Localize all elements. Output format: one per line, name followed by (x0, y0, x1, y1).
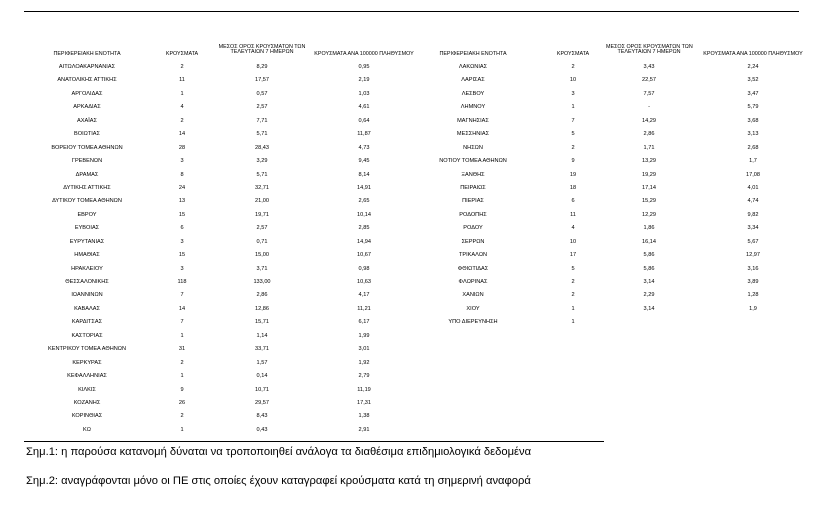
cell-region: ΗΜΑΘΙΑΣ (74, 252, 100, 259)
cell-avg: 22,57 (642, 77, 656, 84)
cell-avg: 2,57 (256, 225, 268, 232)
cell-cases: 24 (178, 184, 186, 191)
cell-avg: 0,57 (256, 90, 268, 97)
cell-cases: 2 (571, 144, 575, 151)
cell-per100k: 1,9 (749, 305, 757, 312)
cell-region: ΚΟΡΙΝΘΙΑΣ (71, 413, 103, 420)
header-region: ΠΕΡΙΦΕΡΕΙΑΚΗ ΕΝΟΤΗΤΑ (439, 51, 507, 57)
cell-region: ΔΡΑΜΑΣ (75, 171, 99, 178)
header-avg-line2: ΤΕΛΕΥΤΑΙΩΝ 7 ΗΜΕΡΩΝ (230, 49, 294, 56)
cell-per100k: 2,65 (358, 198, 370, 205)
cell-per100k: 3,34 (747, 225, 759, 232)
cell-per100k: 10,63 (357, 279, 371, 285)
cell-cases: 2 (180, 359, 184, 366)
cell-cases: 1 (180, 90, 184, 97)
cell-cases: 1 (571, 305, 575, 312)
cell-cases: 11 (179, 77, 185, 84)
cell-region: ΚΑΒΑΛΑΣ (74, 305, 100, 312)
cell-per100k: 8,14 (358, 171, 370, 178)
cell-avg: 1,14 (256, 332, 268, 339)
cell-region: ΛΗΜΝΟΥ (460, 104, 486, 111)
cell-per100k: 5,67 (747, 238, 759, 245)
cell-per100k: 1,28 (747, 292, 759, 299)
header-region: ΠΕΡΙΦΕΡΕΙΑΚΗ ΕΝΟΤΗΤΑ (53, 51, 121, 57)
header-avg-line1: ΜΕΣΟΣ ΟΡΟΣ ΚΡΟΥΣΜΑΤΩΝ ΤΩΝ (606, 44, 693, 50)
cell-cases: 6 (571, 198, 575, 205)
cell-avg: 32,71 (255, 184, 269, 191)
cell-per100k: 3,52 (747, 77, 759, 84)
cell-cases: 5 (571, 265, 575, 272)
cell-cases: 1 (180, 373, 184, 380)
cell-cases: 1 (180, 332, 184, 339)
cell-avg: 1,86 (643, 225, 655, 232)
cell-cases: 3 (180, 238, 184, 245)
header-per100k: ΚΡΟΥΣΜΑΤΑ ΑΝΑ 100000 ΠΛΗΘΥΣΜΟΥ (703, 51, 803, 57)
cell-per100k: 4,01 (747, 184, 759, 191)
cell-cases: 6 (180, 225, 184, 232)
cell-region: ΠΕΙΡΑΙΩΣ (460, 184, 486, 191)
cell-per100k: 2,24 (747, 64, 759, 70)
cell-per100k: 17,08 (746, 171, 760, 178)
cell-avg: 1,71 (643, 144, 655, 151)
cell-per100k: 9,45 (358, 158, 370, 165)
cell-per100k: 3,13 (747, 131, 759, 138)
cell-cases: 2 (180, 117, 184, 124)
cell-avg: 3,43 (643, 64, 655, 70)
cell-cases: 31 (178, 346, 186, 353)
cell-per100k: 4,61 (358, 104, 370, 111)
cell-region: ΑΧΑΪΑΣ (77, 117, 97, 124)
cell-per100k: 2,79 (358, 373, 370, 380)
cell-region: ΚΑΣΤΟΡΙΑΣ (71, 332, 103, 339)
cell-per100k: 4,17 (358, 292, 370, 299)
cell-region: ΑΙΤΩΛΟΑΚΑΡΝΑΝΙΑΣ (58, 64, 116, 70)
cell-avg: 21,00 (255, 198, 269, 205)
cell-cases: 26 (178, 399, 186, 406)
bottom-rule (24, 441, 604, 442)
cell-avg: 5,86 (643, 265, 655, 272)
cell-region: ΚΕΝΤΡΙΚΟΥ ΤΟΜΕΑ ΑΘΗΝΩΝ (47, 346, 126, 353)
cell-cases: 4 (571, 225, 575, 232)
cell-per100k: 0,95 (358, 64, 370, 70)
cell-per100k: 10,67 (357, 252, 371, 259)
cell-region: ΡΟΔΟΠΗΣ (459, 211, 487, 218)
cell-avg: 5,71 (256, 131, 268, 138)
cell-avg: 15,00 (255, 252, 269, 259)
cell-avg: 17,57 (255, 77, 269, 84)
cell-cases: 3 (180, 265, 184, 272)
cell-cases: 14 (178, 305, 186, 312)
cell-avg: 133,00 (253, 279, 271, 285)
cell-avg: 5,86 (643, 252, 655, 259)
cell-avg: 7,71 (256, 117, 268, 124)
cell-avg: 5,71 (256, 171, 268, 178)
cell-avg: 2,29 (643, 292, 655, 299)
cell-cases: 1 (571, 104, 575, 111)
cell-cases: 1 (571, 319, 575, 326)
cell-region: ΔΥΤΙΚΟΥ ΤΟΜΕΑ ΑΘΗΝΩΝ (52, 198, 122, 205)
cell-avg: 12,86 (255, 305, 269, 312)
cell-avg: 13,29 (642, 158, 656, 165)
cell-cases: 4 (180, 104, 184, 111)
cell-per100k: 5,79 (747, 104, 759, 111)
cell-avg: 2,86 (256, 292, 268, 299)
cell-avg: 0,14 (256, 373, 268, 380)
cell-per100k: 14,94 (357, 238, 371, 245)
cell-region: ΘΕΣΣΑΛΟΝΙΚΗΣ (65, 279, 109, 285)
cell-cases: 5 (571, 131, 575, 138)
cell-avg: 3,71 (256, 265, 268, 272)
cell-cases: 18 (569, 184, 577, 191)
cell-per100k: 1,03 (358, 90, 370, 97)
cell-avg: 1,57 (256, 359, 268, 366)
cell-cases: 11 (570, 211, 576, 218)
cell-cases: 9 (571, 158, 575, 165)
cell-per100k: 2,19 (358, 77, 370, 84)
cell-cases: 9 (180, 386, 184, 393)
cell-region: ΛΑΡΙΣΑΣ (461, 77, 485, 84)
cell-per100k: 1,92 (358, 359, 370, 366)
cell-avg: 8,43 (256, 413, 268, 420)
cell-avg: 33,71 (255, 346, 269, 353)
cell-per100k: 6,17 (358, 319, 370, 326)
cell-region: ΚΩ (83, 426, 91, 433)
cell-per100k: 3,16 (747, 265, 759, 272)
cell-region: ΝΗΣΩΝ (463, 144, 483, 151)
cell-cases: 8 (180, 171, 184, 178)
cell-per100k: 11,19 (357, 386, 371, 393)
cell-avg: 16,14 (642, 238, 656, 245)
cell-region: ΣΕΡΡΩΝ (461, 238, 485, 245)
cell-cases: 15 (178, 252, 186, 259)
header-avg-line2: ΤΕΛΕΥΤΑΙΩΝ 7 ΗΜΕΡΩΝ (617, 49, 681, 56)
header-avg-line1: ΜΕΣΟΣ ΟΡΟΣ ΚΡΟΥΣΜΑΤΩΝ ΤΩΝ (218, 44, 306, 50)
cell-cases: 3 (571, 90, 575, 97)
cell-region: ΠΙΕΡΙΑΣ (462, 198, 484, 205)
cell-region: ΝΟΤΙΟΥ ΤΟΜΕΑ ΑΘΗΝΩΝ (439, 158, 507, 165)
cell-per100k: 0,64 (358, 117, 370, 124)
cell-region: ΑΝΑΤΟΛΙΚΗΣ ΑΤΤΙΚΗΣ (57, 77, 117, 84)
cell-cases: 3 (180, 158, 184, 165)
cell-region: ΛΕΣΒΟΥ (461, 90, 485, 97)
cell-per100k: 4,73 (358, 144, 370, 151)
cell-region: ΧΙΟΥ (466, 305, 480, 312)
cell-avg: 2,57 (256, 104, 268, 111)
cell-cases: 10 (569, 238, 577, 245)
cell-per100k: 3,01 (358, 346, 370, 353)
top-rule (24, 11, 799, 12)
cell-region: ΦΘΙΩΤΙΔΑΣ (457, 265, 489, 272)
header-avg (606, 45, 692, 56)
cell-avg: 10,71 (255, 386, 269, 393)
cell-region: ΧΑΝΙΩΝ (462, 292, 484, 299)
cell-avg: 0,43 (256, 426, 268, 433)
cell-region: ΦΛΩΡΙΝΑΣ (458, 279, 488, 285)
cell-per100k: 3,68 (747, 117, 759, 124)
cell-per100k: 11,21 (357, 305, 371, 312)
note-1: Σημ.1: η παρούσα κατανομή δύναται να τροποποιηθεί ανάλογα τα διαθέσιμα επιδημιολογικά δεδομένα (26, 446, 532, 458)
cell-region: ΥΠΟ ΔΙΕΡΕΥΝΗΣΗ (448, 319, 498, 326)
cell-region: ΓΡΕΒΕΝΩΝ (71, 158, 103, 165)
cell-avg: 12,29 (642, 211, 656, 218)
cell-per100k: 17,31 (357, 399, 371, 406)
cell-avg: 3,29 (256, 158, 268, 165)
cell-region: ΜΕΣΣΗΝΙΑΣ (456, 131, 490, 138)
note-2: Σημ.2: αναγράφονται μόνο οι ΠΕ στις οποίες έχουν καταγραφεί κρούσματα κατά τη σημερινή αναφορά (26, 475, 531, 487)
cell-avg: 7,57 (643, 90, 655, 97)
cell-region: ΒΟΡΕΙΟΥ ΤΟΜΕΑ ΑΘΗΝΩΝ (51, 144, 123, 151)
cell-avg: 19,71 (255, 211, 269, 218)
cell-per100k: 3,47 (747, 90, 759, 97)
cell-avg: 15,71 (255, 319, 269, 326)
cell-region: ΙΩΑΝΝΙΝΩΝ (71, 292, 103, 299)
header-avg (217, 45, 307, 56)
cell-cases: 7 (571, 117, 575, 124)
cell-cases: 2 (571, 279, 575, 285)
cell-per100k: 1,38 (358, 413, 370, 420)
cell-cases: 2 (180, 413, 184, 420)
cell-avg: 0,71 (256, 238, 268, 245)
cell-region: ΜΑΓΝΗΣΙΑΣ (457, 117, 489, 124)
cell-avg: 8,29 (256, 64, 268, 70)
cell-cases: 17 (569, 252, 577, 259)
header-cases: ΚΡΟΥΣΜΑΤΑ (165, 51, 199, 57)
cell-region: ΕΒΡΟΥ (77, 211, 97, 218)
cell-cases: 14 (178, 131, 186, 138)
cell-cases: 7 (180, 319, 184, 326)
cell-per100k: 4,74 (747, 198, 759, 205)
cell-per100k: 1,7 (749, 158, 757, 165)
cell-region: ΞΑΝΘΗΣ (461, 171, 485, 178)
cell-avg: 2,86 (643, 131, 655, 138)
cell-cases: 15 (178, 211, 186, 218)
cell-cases: 118 (177, 279, 187, 285)
cell-per100k: 11,87 (357, 131, 371, 138)
cell-avg: 14,29 (642, 117, 656, 124)
cell-avg: 28,43 (255, 144, 269, 151)
cell-region: ΑΡΚΑΔΙΑΣ (73, 104, 101, 111)
cell-per100k: 9,82 (747, 211, 759, 218)
cell-per100k: 2,85 (358, 225, 370, 232)
cell-per100k: 0,98 (358, 265, 370, 272)
cell-region: ΑΡΓΟΛΙΔΑΣ (71, 90, 103, 97)
cell-region: ΚΕΦΑΛΛΗΝΙΑΣ (67, 373, 107, 380)
cell-region: ΚΙΛΚΙΣ (78, 386, 96, 393)
header-cases: ΚΡΟΥΣΜΑΤΑ (556, 51, 590, 57)
cell-region: ΤΡΙΚΑΛΩΝ (458, 252, 488, 259)
cell-cases: 7 (180, 292, 184, 299)
cell-avg: - (648, 104, 650, 111)
cell-region: ΒΟΙΩΤΙΑΣ (74, 131, 100, 138)
cell-region: ΔΥΤΙΚΗΣ ΑΤΤΙΚΗΣ (63, 184, 111, 191)
cell-per100k: 3,89 (747, 279, 759, 285)
cell-cases: 10 (569, 77, 577, 84)
cell-avg: 3,14 (643, 305, 655, 312)
cell-region: ΚΑΡΔΙΤΣΑΣ (71, 319, 103, 326)
cell-cases: 2 (180, 64, 184, 70)
cell-region: ΚΟΖΑΝΗΣ (73, 399, 101, 406)
cell-region: ΛΑΚΩΝΙΑΣ (458, 64, 488, 70)
cell-per100k: 2,91 (358, 426, 370, 433)
header-per100k: ΚΡΟΥΣΜΑΤΑ ΑΝΑ 100000 ΠΛΗΘΥΣΜΟΥ (314, 51, 414, 57)
cell-per100k: 10,14 (357, 211, 371, 218)
cell-region: ΗΡΑΚΛΕΙΟΥ (71, 265, 103, 272)
cell-region: ΕΥΒΟΙΑΣ (74, 225, 100, 232)
cell-per100k: 2,68 (747, 144, 759, 151)
cell-cases: 2 (571, 292, 575, 299)
cell-per100k: 12,97 (746, 252, 760, 259)
cell-region: ΚΕΡΚΥΡΑΣ (72, 359, 102, 366)
cell-per100k: 1,99 (358, 332, 370, 339)
cell-cases: 1 (180, 426, 184, 433)
cell-per100k: 14,91 (357, 184, 371, 191)
cell-region: ΡΟΔΟΥ (463, 225, 483, 232)
cell-avg: 29,57 (255, 399, 269, 406)
cell-region: ΕΥΡΥΤΑΝΙΑΣ (69, 238, 105, 245)
cell-cases: 28 (178, 144, 186, 151)
cell-avg: 19,29 (642, 171, 656, 178)
cell-avg: 15,29 (642, 198, 656, 205)
cell-cases: 2 (571, 64, 575, 70)
cell-avg: 17,14 (642, 184, 656, 191)
cell-cases: 13 (178, 198, 186, 205)
cell-avg: 3,14 (643, 279, 655, 285)
cell-cases: 19 (569, 171, 577, 178)
